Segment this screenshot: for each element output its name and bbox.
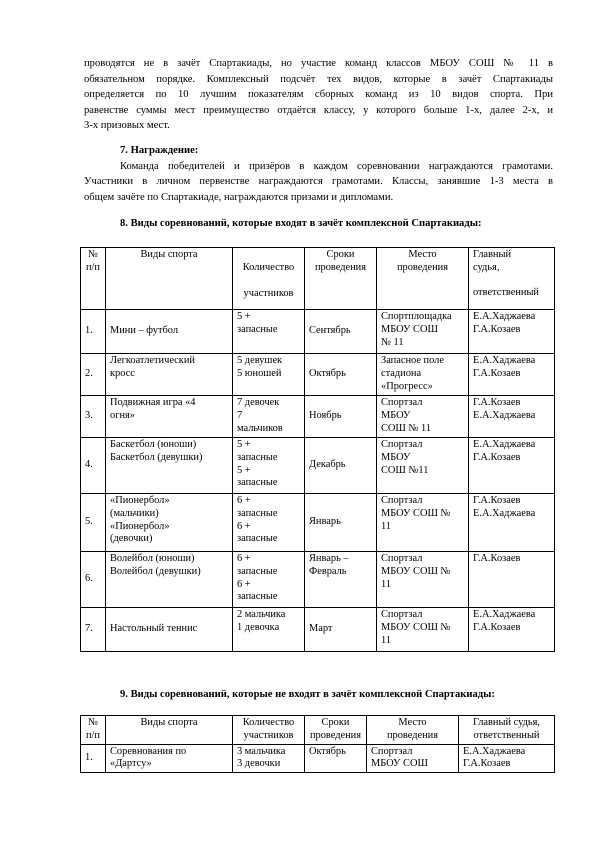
cell-text: Соревнования по [110, 745, 187, 757]
cell-judge [469, 494, 555, 552]
cell-text: 4. [85, 459, 93, 471]
cell-sport [106, 494, 233, 552]
text-line: обязательном порядке. Комплексный подсчёт тех видов, которые в зачёт Спартакиады [84, 73, 553, 85]
cell-text: Январь – [309, 553, 349, 564]
cell-place [377, 438, 469, 494]
table-row [81, 552, 555, 608]
table-row [81, 608, 555, 652]
header-dates [305, 248, 377, 310]
header-text: п/п [85, 261, 100, 273]
cell-text: Октябрь [309, 368, 346, 380]
cell-text: 5 девушек [237, 355, 283, 366]
header-text: Виды спорта [140, 249, 198, 260]
table-row [81, 396, 555, 438]
cell-sport [106, 396, 233, 438]
header-place [367, 716, 459, 745]
cell-text: Г.А.Козаев [473, 495, 521, 506]
header-text: проведения [314, 261, 367, 273]
cell-text: Спортзал [381, 439, 423, 450]
cell-text: Е.А.Хаджаева [463, 745, 526, 757]
cell-text: Г.А.Козаев [473, 397, 521, 408]
cell-place [377, 396, 469, 438]
cell-text: «Прогресс» [381, 380, 433, 392]
header-num [81, 716, 106, 745]
header-text [237, 275, 300, 288]
cell-text: 6 + [237, 578, 251, 590]
cell-text: 1. [85, 325, 93, 337]
cell-text: Баскетбол (юноши) [110, 439, 197, 450]
cell-text: Март [309, 623, 333, 635]
cell-count [233, 552, 305, 608]
header-sport [106, 248, 233, 310]
cell-text: 11 [381, 634, 392, 646]
header-place [377, 248, 469, 310]
cell-place [377, 354, 469, 396]
cell-text: (девочки) [110, 533, 153, 545]
cell-text: Г.А.Козаев [473, 367, 521, 379]
cell-text: 6 + [237, 495, 251, 506]
cell-text: «Дартсу» [110, 758, 152, 770]
cell-text: 5. [85, 516, 93, 528]
header-text: Количество [242, 262, 295, 273]
cell-text: 6 + [237, 520, 251, 532]
header-judge [459, 716, 555, 745]
cell-text: Спортзал [381, 495, 423, 506]
cell-count [233, 494, 305, 552]
cell-text: 3 девочки [237, 758, 281, 770]
cell-text: Г.А.Козаев [473, 621, 521, 633]
table-row [81, 310, 555, 354]
cell-text: Баскетбол (девушки) [110, 451, 203, 463]
cell-judge [459, 744, 555, 773]
cell-sport [106, 438, 233, 494]
header-count [233, 716, 305, 745]
cell-text: СОШ № 11 [381, 422, 432, 434]
cell-text: Е.А.Хаджаева [473, 355, 536, 366]
cell-count [233, 744, 305, 773]
cell-text: Г.А.Козаев [473, 451, 521, 463]
cell-sport [106, 608, 233, 652]
header-text: ответственный [473, 287, 539, 299]
cell-text: Спортзал [381, 397, 423, 408]
cell-sport [106, 552, 233, 608]
cell-text: «Пионербол» [110, 495, 170, 506]
header-text: Главный [473, 249, 512, 260]
cell-count [233, 608, 305, 652]
cell-judge [469, 310, 555, 354]
cell-text: 1. [85, 751, 93, 763]
cell-num [81, 552, 106, 608]
cell-text: Спортплощадка [381, 311, 452, 322]
cell-text: МБОУ СОШ [371, 758, 428, 770]
cell-text: Январь [309, 516, 341, 528]
cell-text: Г.А.Козаев [463, 758, 511, 770]
cell-text: 3. [85, 410, 93, 422]
cell-text: запасные [237, 323, 278, 335]
cell-text: мальчиков [237, 422, 283, 434]
section-7-text [84, 159, 553, 206]
cell-num [81, 354, 106, 396]
section-9 [84, 687, 553, 703]
cell-text: запасные [237, 591, 278, 603]
cell-text: 7. [85, 623, 93, 635]
header-text: Сроки [321, 717, 350, 728]
cell-text: Февраль [309, 565, 347, 577]
cell-text: Е.А.Хаджаева [473, 507, 536, 519]
header-text: № [88, 249, 98, 260]
cell-text: запасные [237, 565, 278, 577]
header-num [81, 248, 106, 310]
cell-text: Запасное поле [381, 355, 444, 366]
intro-paragraph [84, 56, 553, 134]
cell-text: № 11 [381, 336, 404, 348]
cell-text: 6 + [237, 553, 251, 564]
cell-text: запасные [237, 477, 278, 489]
cell-text: запасные [237, 533, 278, 545]
cell-dates [305, 310, 377, 354]
cell-judge [469, 354, 555, 396]
cell-text: 3 мальчика [237, 745, 286, 757]
cell-place [367, 744, 459, 773]
header-text: проведения [396, 261, 449, 273]
text-line: Команда победителей и призёров в каждом соревновании награждаются грамотами. [120, 160, 553, 172]
cell-text: 5 юношей [237, 367, 282, 379]
cell-dates [305, 552, 377, 608]
section-9-title: 9. Виды соревнований, которые не входят в зачёт комплексной Спартакиады: [120, 689, 495, 700]
cell-text: Спортзал [381, 553, 423, 564]
table-header-row [81, 248, 555, 310]
cell-dates [305, 396, 377, 438]
header-text: проведения [309, 729, 362, 741]
header-count [233, 248, 305, 310]
cell-place [377, 608, 469, 652]
table-row [81, 354, 555, 396]
cell-count [233, 396, 305, 438]
header-judge [469, 248, 555, 310]
cell-num [81, 438, 106, 494]
cell-text: Г.А.Козаев [473, 553, 521, 564]
header-text: Количество [242, 717, 295, 728]
cell-num [81, 744, 106, 773]
cell-sport [106, 744, 233, 773]
header-text: Место [398, 717, 427, 728]
cell-text: Подвижная игра «4 [110, 397, 196, 408]
cell-place [377, 310, 469, 354]
text-line: общем зачёте по Спартакиаде, награждаются призами и дипломами. [84, 191, 394, 203]
table-row [81, 438, 555, 494]
cell-dates [305, 744, 367, 773]
cell-text: Е.А.Хаджаева [473, 409, 536, 421]
cell-text: МБОУ [381, 451, 411, 463]
cell-text: Волейбол (девушки) [110, 565, 201, 577]
text-line: проводятся не в зачёт Спартакиады, но участие команд классов МБОУ СОШ № 11 в [84, 58, 553, 69]
cell-text: Легкоатлетический [110, 355, 195, 366]
cell-judge [469, 608, 555, 652]
cell-text: запасные [237, 451, 278, 463]
cell-text: Декабрь [309, 459, 346, 471]
cell-text: Октябрь [309, 745, 346, 757]
cell-text: Е.А.Хаджаева [473, 439, 536, 450]
cell-text: 5 + [237, 464, 251, 476]
section-7 [84, 143, 553, 205]
header-text: Главный судья, [472, 717, 541, 728]
text-line: равенстве суммы мест преимущество отдаётся классу, у которого больше 1-х, далее 2-х, и [84, 104, 553, 116]
section-7-title: 7. Награждение: [120, 145, 199, 156]
cell-text: 5 + [237, 311, 251, 322]
cell-text: 6. [85, 573, 93, 585]
cell-text: Е.А.Хаджаева [473, 609, 536, 620]
cell-dates [305, 354, 377, 396]
section-8-title: 8. Виды соревнований, которые входят в зачёт комплексной Спартакиады: [120, 218, 482, 229]
header-text [473, 275, 550, 288]
header-text: проведения [386, 729, 439, 741]
cell-text: 7 девочек [237, 397, 280, 408]
cell-text: 1 девочка [237, 621, 280, 633]
competitions-table-scored [80, 247, 555, 652]
cell-num [81, 310, 106, 354]
cell-text: Ноябрь [309, 410, 342, 422]
cell-count [233, 310, 305, 354]
header-text: Сроки [326, 249, 355, 260]
intro-text [84, 56, 553, 134]
section-8 [84, 216, 553, 232]
cell-text: Сентябрь [309, 325, 351, 337]
cell-text: МБОУ СОШ № [381, 565, 451, 577]
cell-count [233, 438, 305, 494]
table-header-row [81, 716, 555, 745]
table-row [81, 744, 555, 773]
cell-dates [305, 494, 377, 552]
cell-text: МБОУ [381, 409, 411, 421]
header-text: Место [408, 249, 437, 260]
cell-place [377, 494, 469, 552]
header-text: п/п [85, 729, 100, 741]
header-dates [305, 716, 367, 745]
cell-place [377, 552, 469, 608]
cell-num [81, 396, 106, 438]
cell-text: МБОУ СОШ [381, 323, 438, 335]
cell-text: Мини – футбол [110, 325, 179, 337]
cell-text: МБОУ СОШ № [381, 621, 451, 633]
cell-text: кросс [110, 367, 135, 379]
cell-text: 11 [381, 578, 392, 590]
text-line: 3-х призовых мест. [84, 120, 170, 131]
cell-text: 5 + [237, 439, 251, 450]
cell-text: 2 мальчика [237, 609, 286, 620]
competitions-table-unscored [80, 715, 555, 773]
cell-dates [305, 438, 377, 494]
cell-text: Настольный теннис [110, 623, 198, 635]
cell-text: СОШ №11 [381, 464, 429, 476]
cell-count [233, 354, 305, 396]
cell-text: стадиона [381, 367, 422, 379]
cell-sport [106, 310, 233, 354]
table-row [81, 494, 555, 552]
cell-num [81, 608, 106, 652]
header-text: ответственный [473, 729, 540, 741]
cell-judge [469, 396, 555, 438]
text-line: Участники в личном первенстве награждаются грамотами. Классы, занявшие 1-3 места в [84, 176, 553, 187]
cell-text: 2. [85, 368, 93, 380]
cell-text: Спортзал [371, 745, 413, 757]
cell-text: Г.А.Козаев [473, 323, 521, 335]
text-line: определяется по 10 лучшим показателям сборных команд из 10 видов спорта. При [84, 89, 553, 100]
cell-text: МБОУ СОШ № [381, 507, 451, 519]
header-text: участников [243, 287, 294, 299]
cell-text: 11 [381, 520, 392, 532]
cell-text: «Пионербол» [110, 520, 170, 532]
header-sport [106, 716, 233, 745]
cell-sport [106, 354, 233, 396]
cell-text: запасные [237, 507, 278, 519]
header-text: участников [243, 729, 294, 741]
cell-judge [469, 552, 555, 608]
cell-text: 7 [237, 409, 243, 421]
cell-judge [469, 438, 555, 494]
cell-text: огня» [110, 409, 135, 421]
cell-text: (мальчики) [110, 507, 159, 519]
header-text: Виды спорта [140, 717, 198, 728]
cell-text: Волейбол (юноши) [110, 553, 195, 564]
header-text: № [88, 717, 98, 728]
cell-text: Е.А.Хаджаева [473, 311, 536, 322]
cell-dates [305, 608, 377, 652]
cell-text: Спортзал [381, 609, 423, 620]
header-text: судья, [473, 261, 500, 273]
cell-num [81, 494, 106, 552]
